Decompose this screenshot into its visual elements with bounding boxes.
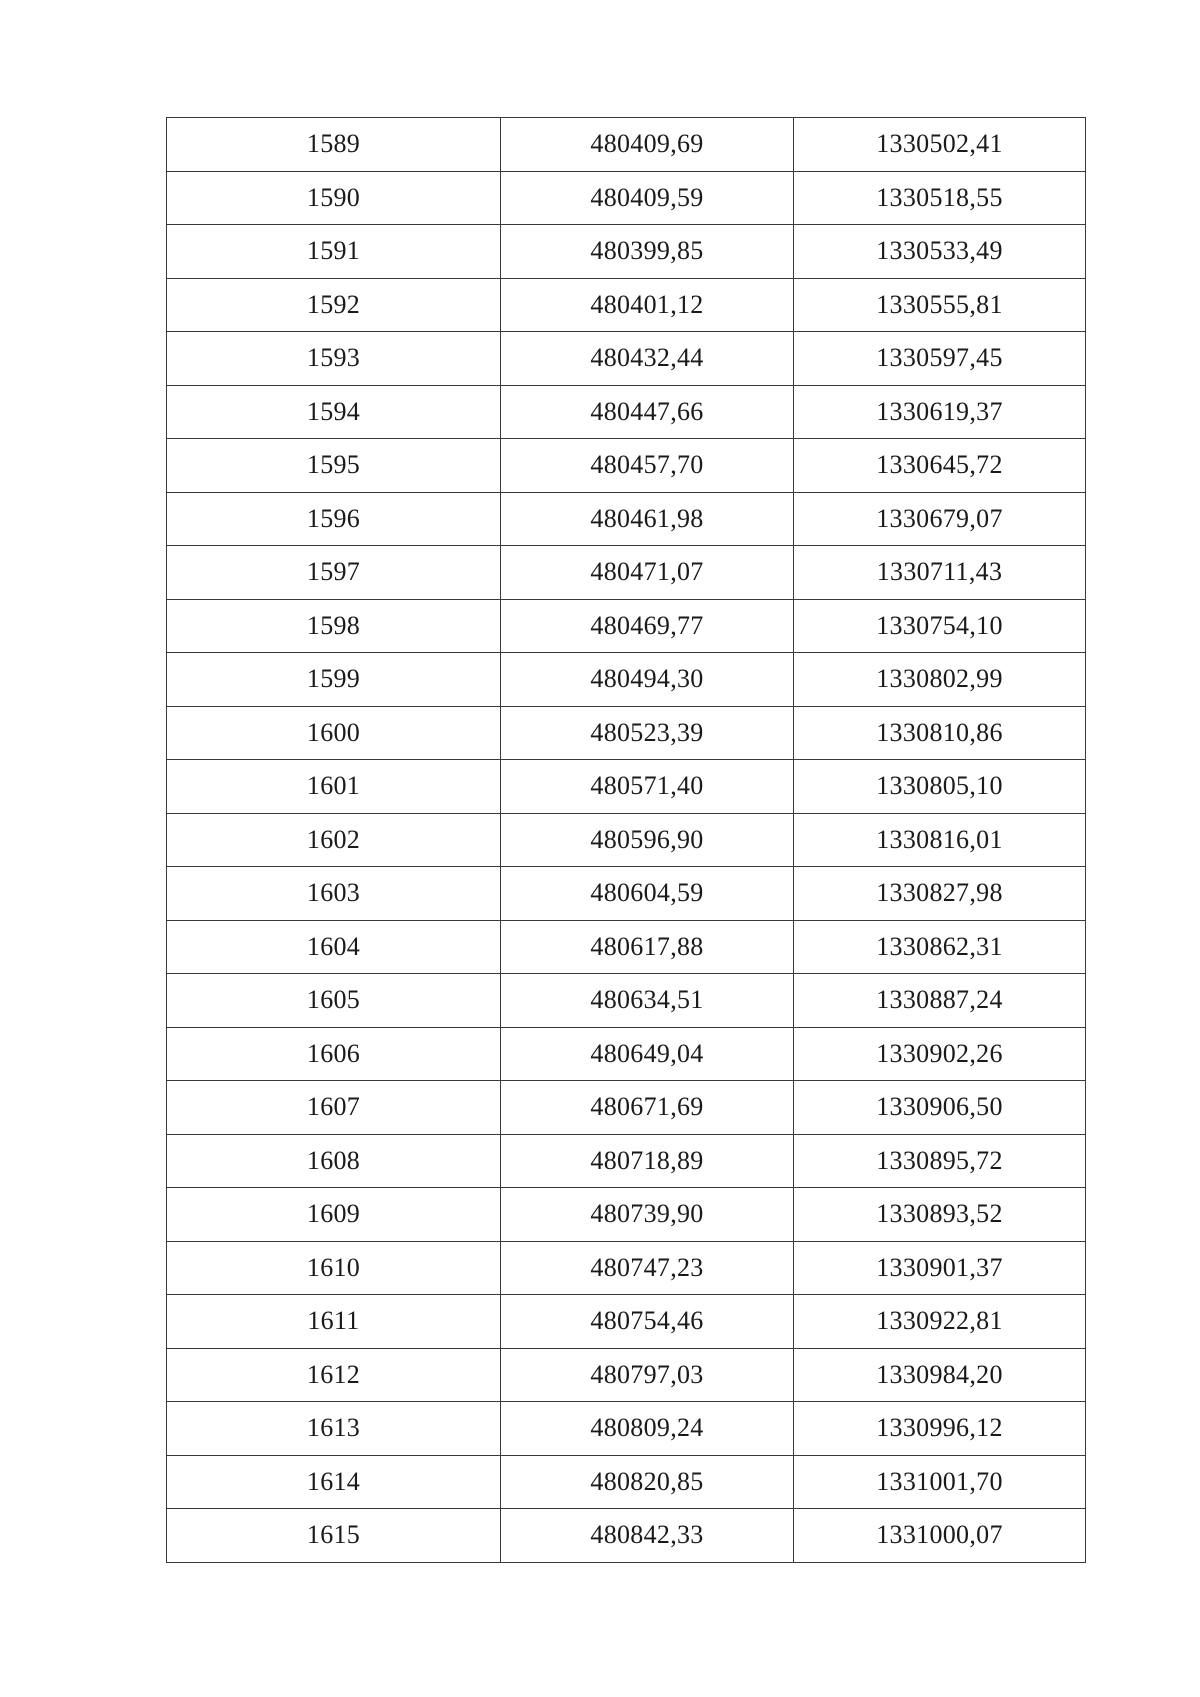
x-coordinate-cell: 480399,85 <box>501 225 794 279</box>
x-coordinate-cell: 480718,89 <box>501 1134 794 1188</box>
x-coordinate-cell: 480494,30 <box>501 653 794 707</box>
point-number-cell: 1604 <box>167 920 501 974</box>
table-row <box>167 1027 1086 1081</box>
x-coordinate-cell: 480523,39 <box>501 706 794 760</box>
table-row <box>167 1081 1086 1135</box>
x-coordinate-cell: 480596,90 <box>501 813 794 867</box>
table-row <box>167 653 1086 707</box>
table-row <box>167 1402 1086 1456</box>
y-coordinate-cell: 1330862,31 <box>794 920 1086 974</box>
table-row <box>167 813 1086 867</box>
x-coordinate-cell: 480571,40 <box>501 760 794 814</box>
x-coordinate-cell: 480617,88 <box>501 920 794 974</box>
x-coordinate-cell: 480471,07 <box>501 546 794 600</box>
y-coordinate-cell: 1330893,52 <box>794 1188 1086 1242</box>
y-coordinate-cell: 1330597,45 <box>794 332 1086 386</box>
table-row <box>167 492 1086 546</box>
y-coordinate-cell: 1330996,12 <box>794 1402 1086 1456</box>
y-coordinate-cell: 1330619,37 <box>794 385 1086 439</box>
point-number-cell: 1602 <box>167 813 501 867</box>
point-number-cell: 1597 <box>167 546 501 600</box>
point-number-cell: 1608 <box>167 1134 501 1188</box>
point-number-cell: 1590 <box>167 171 501 225</box>
table-row <box>167 1348 1086 1402</box>
table-row <box>167 171 1086 225</box>
point-number-cell: 1606 <box>167 1027 501 1081</box>
table-row <box>167 706 1086 760</box>
y-coordinate-cell: 1330711,43 <box>794 546 1086 600</box>
point-number-cell: 1612 <box>167 1348 501 1402</box>
point-number-cell: 1601 <box>167 760 501 814</box>
x-coordinate-cell: 480401,12 <box>501 278 794 332</box>
table-row <box>167 920 1086 974</box>
x-coordinate-cell: 480409,69 <box>501 118 794 172</box>
y-coordinate-cell: 1330827,98 <box>794 867 1086 921</box>
point-number-cell: 1607 <box>167 1081 501 1135</box>
table-row <box>167 867 1086 921</box>
table-row <box>167 1188 1086 1242</box>
point-number-cell: 1589 <box>167 118 501 172</box>
x-coordinate-cell: 480432,44 <box>501 332 794 386</box>
y-coordinate-cell: 1330645,72 <box>794 439 1086 493</box>
table-row <box>167 974 1086 1028</box>
table-row <box>167 439 1086 493</box>
y-coordinate-cell: 1330805,10 <box>794 760 1086 814</box>
x-coordinate-cell: 480842,33 <box>501 1509 794 1563</box>
x-coordinate-cell: 480604,59 <box>501 867 794 921</box>
table-row <box>167 225 1086 279</box>
point-number-cell: 1592 <box>167 278 501 332</box>
x-coordinate-cell: 480754,46 <box>501 1295 794 1349</box>
point-number-cell: 1594 <box>167 385 501 439</box>
x-coordinate-cell: 480469,77 <box>501 599 794 653</box>
point-number-cell: 1599 <box>167 653 501 707</box>
point-number-cell: 1593 <box>167 332 501 386</box>
x-coordinate-cell: 480671,69 <box>501 1081 794 1135</box>
y-coordinate-cell: 1330922,81 <box>794 1295 1086 1349</box>
table-row <box>167 278 1086 332</box>
coordinates-table <box>166 117 1086 1563</box>
y-coordinate-cell: 1330901,37 <box>794 1241 1086 1295</box>
y-coordinate-cell: 1330754,10 <box>794 599 1086 653</box>
point-number-cell: 1611 <box>167 1295 501 1349</box>
x-coordinate-cell: 480809,24 <box>501 1402 794 1456</box>
x-coordinate-cell: 480634,51 <box>501 974 794 1028</box>
point-number-cell: 1600 <box>167 706 501 760</box>
point-number-cell: 1615 <box>167 1509 501 1563</box>
table-row <box>167 1134 1086 1188</box>
y-coordinate-cell: 1330533,49 <box>794 225 1086 279</box>
table-row <box>167 760 1086 814</box>
table-row <box>167 546 1086 600</box>
table-row <box>167 1455 1086 1509</box>
x-coordinate-cell: 480797,03 <box>501 1348 794 1402</box>
y-coordinate-cell: 1330518,55 <box>794 171 1086 225</box>
x-coordinate-cell: 480447,66 <box>501 385 794 439</box>
y-coordinate-cell: 1330555,81 <box>794 278 1086 332</box>
point-number-cell: 1609 <box>167 1188 501 1242</box>
table-row <box>167 332 1086 386</box>
y-coordinate-cell: 1330887,24 <box>794 974 1086 1028</box>
table-row <box>167 385 1086 439</box>
point-number-cell: 1605 <box>167 974 501 1028</box>
x-coordinate-cell: 480747,23 <box>501 1241 794 1295</box>
x-coordinate-cell: 480649,04 <box>501 1027 794 1081</box>
y-coordinate-cell: 1330816,01 <box>794 813 1086 867</box>
y-coordinate-cell: 1330810,86 <box>794 706 1086 760</box>
point-number-cell: 1613 <box>167 1402 501 1456</box>
point-number-cell: 1598 <box>167 599 501 653</box>
table-row <box>167 599 1086 653</box>
y-coordinate-cell: 1330679,07 <box>794 492 1086 546</box>
point-number-cell: 1591 <box>167 225 501 279</box>
x-coordinate-cell: 480457,70 <box>501 439 794 493</box>
table-row <box>167 1295 1086 1349</box>
table-row <box>167 1509 1086 1563</box>
table-row <box>167 118 1086 172</box>
point-number-cell: 1595 <box>167 439 501 493</box>
point-number-cell: 1596 <box>167 492 501 546</box>
y-coordinate-cell: 1330902,26 <box>794 1027 1086 1081</box>
point-number-cell: 1603 <box>167 867 501 921</box>
x-coordinate-cell: 480739,90 <box>501 1188 794 1242</box>
point-number-cell: 1610 <box>167 1241 501 1295</box>
x-coordinate-cell: 480461,98 <box>501 492 794 546</box>
y-coordinate-cell: 1330906,50 <box>794 1081 1086 1135</box>
y-coordinate-cell: 1331001,70 <box>794 1455 1086 1509</box>
y-coordinate-cell: 1330895,72 <box>794 1134 1086 1188</box>
y-coordinate-cell: 1331000,07 <box>794 1509 1086 1563</box>
y-coordinate-cell: 1330984,20 <box>794 1348 1086 1402</box>
y-coordinate-cell: 1330802,99 <box>794 653 1086 707</box>
table-row <box>167 1241 1086 1295</box>
y-coordinate-cell: 1330502,41 <box>794 118 1086 172</box>
x-coordinate-cell: 480820,85 <box>501 1455 794 1509</box>
point-number-cell: 1614 <box>167 1455 501 1509</box>
x-coordinate-cell: 480409,59 <box>501 171 794 225</box>
